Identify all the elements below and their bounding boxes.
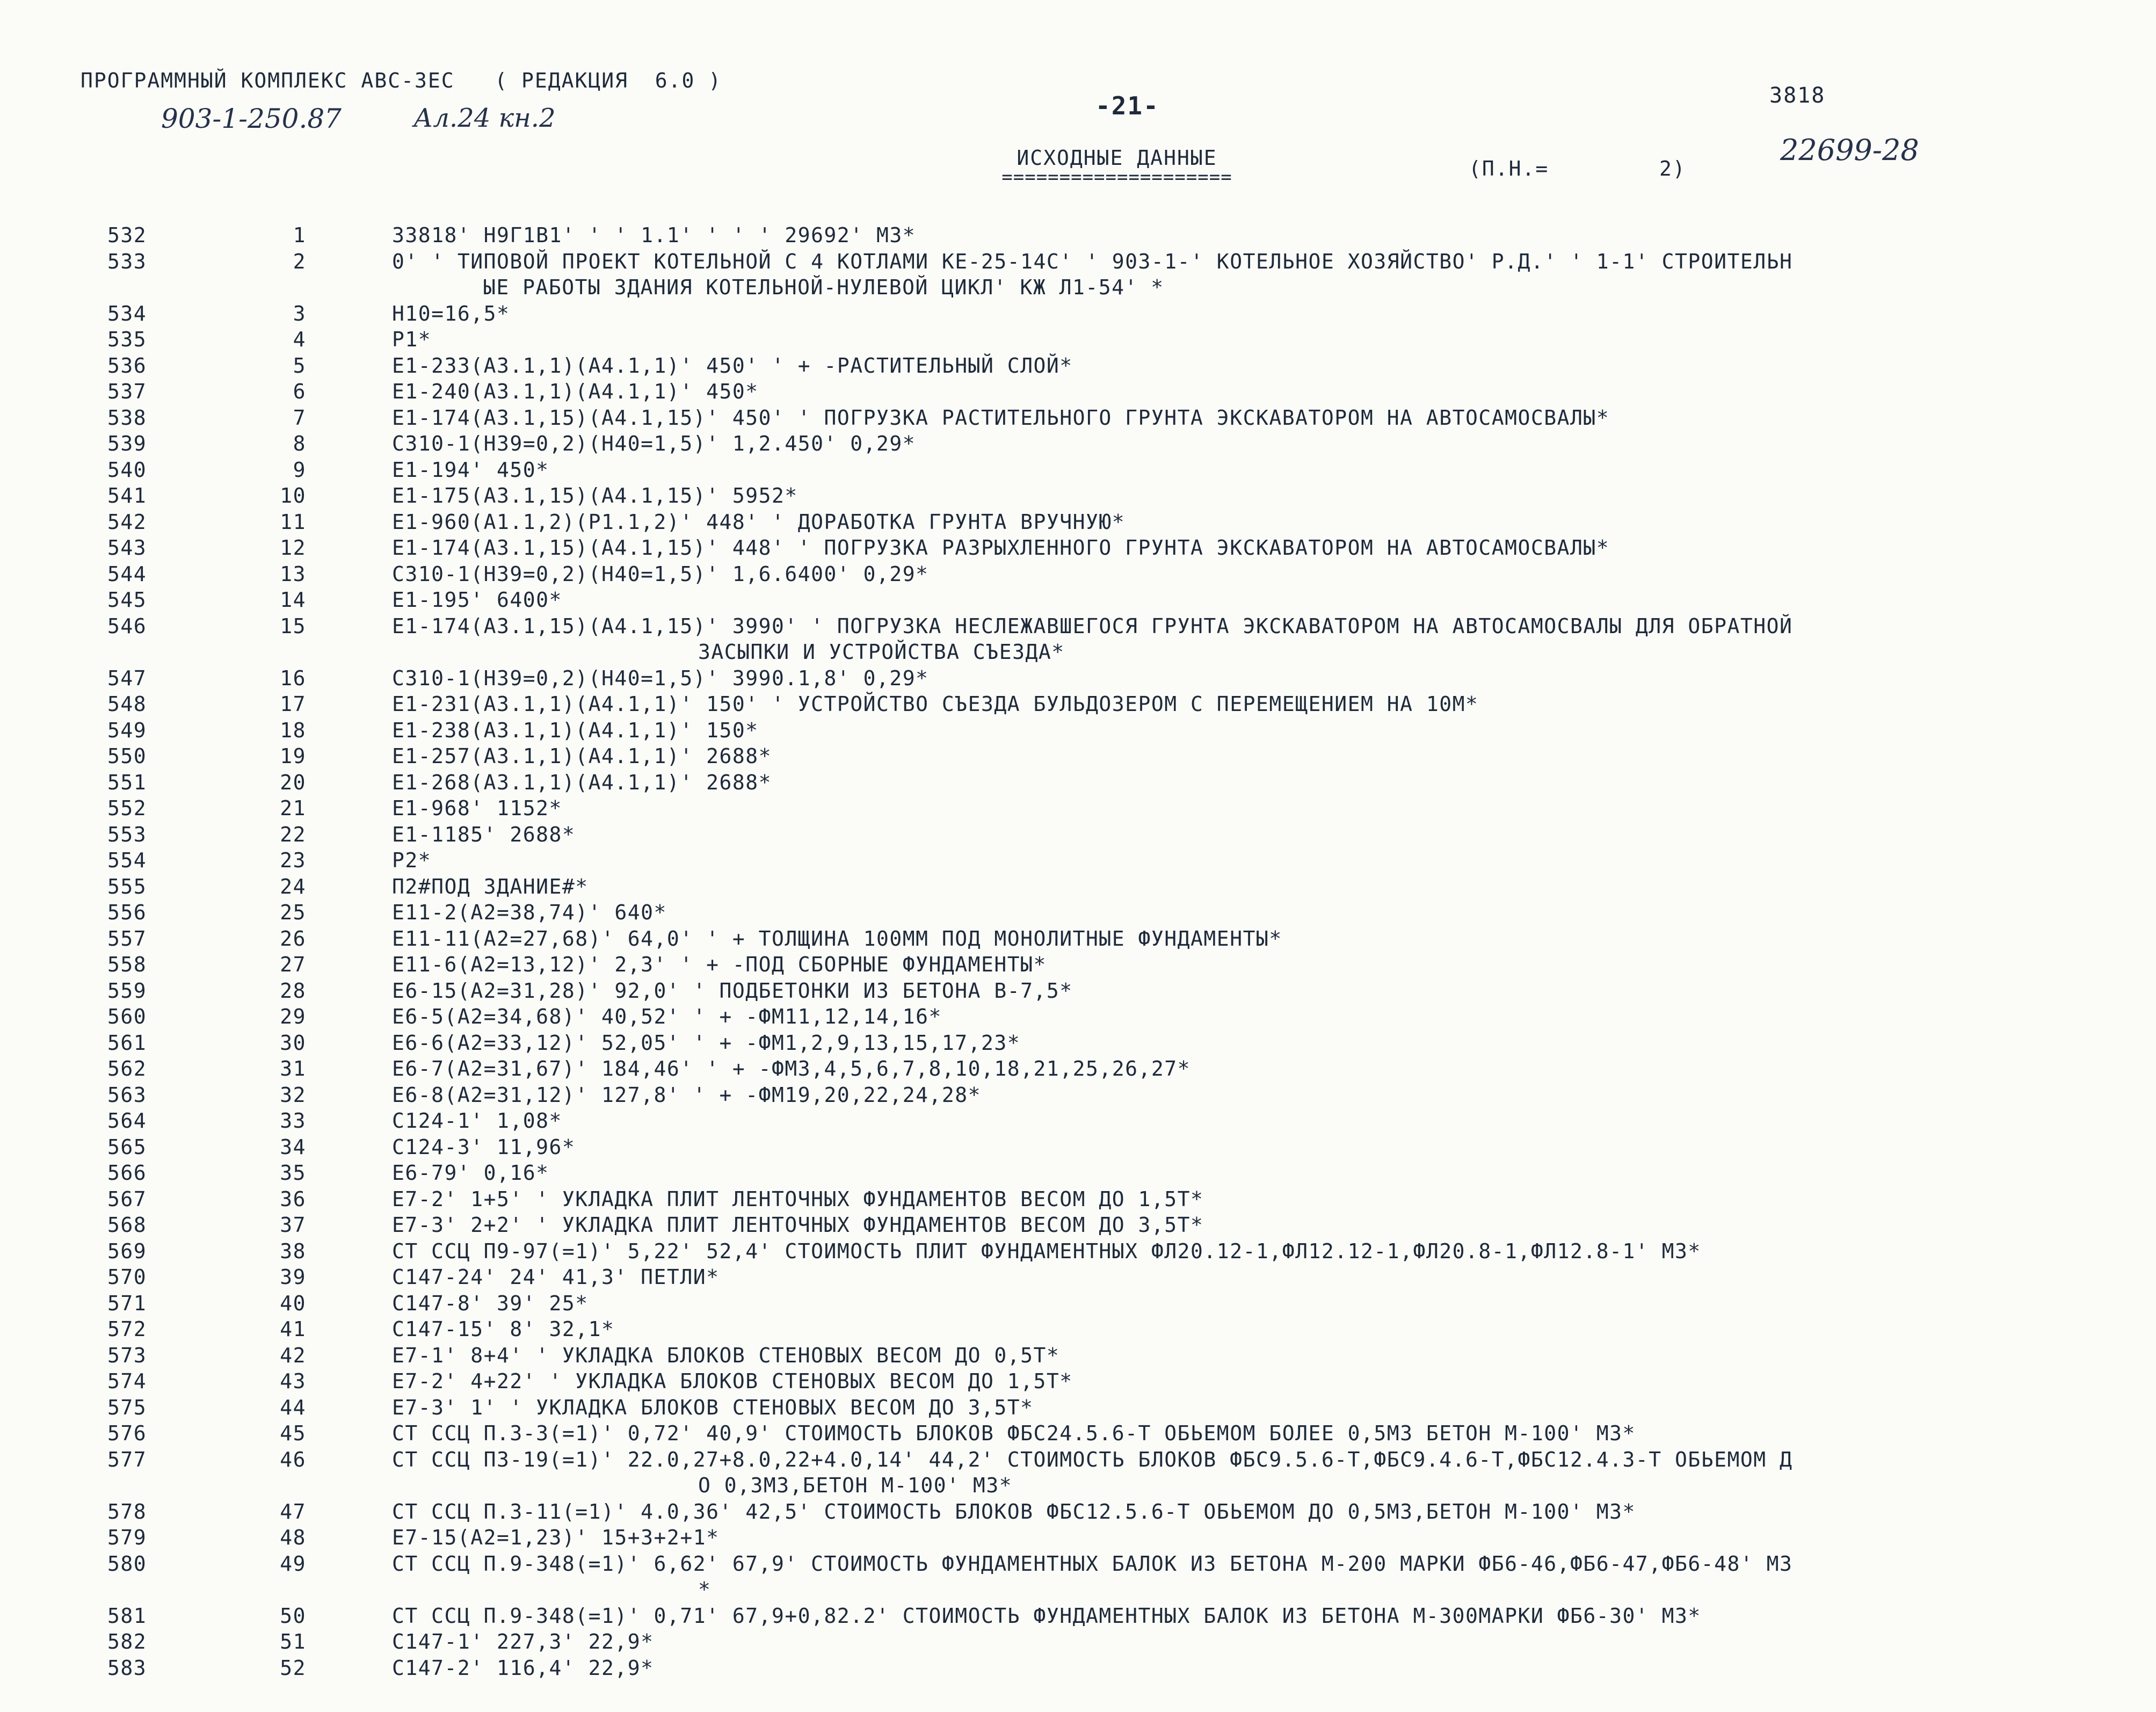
listing-row [107, 249, 2137, 275]
record-text: Е11-6(А2=13,12)' 2,3' ' + -ПОД СБОРНЫЕ ФУНДАМЕНТЫ* [392, 953, 1047, 976]
listing-row [107, 353, 2137, 379]
listing-row [107, 1056, 2137, 1082]
record-text: Е1-268(А3.1,1)(А4.1,1)' 2688* [392, 770, 772, 794]
record-number: 20 [280, 770, 306, 794]
record-text: Е1-194' 450* [392, 458, 549, 482]
listing-row [107, 1186, 2137, 1213]
listing-row [107, 1238, 2137, 1265]
record-text: Е1-960(А1.1,2)(Р1.1,2)' 448' ' ДОРАБОТКА ГРУНТА ВРУЧНУЮ* [392, 510, 1126, 534]
listing-row [107, 795, 2137, 822]
record-number: 37 [280, 1213, 306, 1237]
line-number: 543 [107, 536, 147, 560]
record-text: ЗАСЫПКИ И УСТРОЙСТВА СЪЕЗДА* [698, 640, 1065, 664]
record-number: 40 [280, 1291, 306, 1315]
handwritten-project-code: 903-1-250.87 [161, 103, 342, 134]
record-number: 25 [280, 901, 306, 924]
line-number: 546 [107, 614, 147, 638]
record-text: СТ ССЦ П.3-3(=1)' 0,72' 40,9' СТОИМОСТЬ БЛОКОВ ФБС24.5.6-Т ОБЬЕМОМ БОЛЕЕ 0,5М3 БЕТОН М-100' М3* [392, 1421, 1636, 1445]
record-number: 29 [280, 1005, 306, 1028]
line-number: 562 [107, 1057, 147, 1080]
line-number: 579 [107, 1526, 147, 1549]
listing-row [107, 1264, 2137, 1290]
record-number: 28 [280, 978, 306, 1003]
record-text: Е6-8(А2=31,12)' 127,8' ' + -ФМ19,20,22,24,28* [392, 1083, 982, 1107]
record-text: Е7-3' 1' ' УКЛАДКА БЛОКОВ СТЕНОВЫХ ВЕСОМ ДО 3,5Т* [392, 1395, 1034, 1419]
listing-row [107, 743, 2137, 770]
record-text: СТ ССЦ П3-19(=1)' 22.0,27+8.0,22+4.0,14' 44,2' СТОИМОСТЬ БЛОКОВ ФБС9.5.6-Т,ФБС9.4.6-Т,ФБС12.4.3-Т ОБЬЕМОМ Д [392, 1447, 1793, 1471]
line-number: 577 [107, 1447, 147, 1471]
record-number: 41 [280, 1317, 306, 1341]
record-number: 4 [293, 328, 306, 351]
listing-row [107, 1160, 2137, 1186]
page-index-value: 2) [1659, 157, 1686, 180]
record-text: С124-3' 11,96* [392, 1135, 576, 1159]
record-number: 2 [293, 249, 306, 273]
record-number: 11 [280, 510, 306, 534]
line-number: 568 [107, 1213, 147, 1237]
record-text: Е6-15(А2=31,28)' 92,0' ' ПОДБЕТОНКИ ИЗ БЕТОНА В-7,5* [392, 978, 1073, 1003]
record-text: Е1-1185' 2688* [392, 822, 576, 846]
listing-row [107, 899, 2137, 926]
record-number: 39 [280, 1265, 306, 1289]
record-text: Е6-79' 0,16* [392, 1161, 549, 1185]
line-number: 542 [107, 510, 147, 534]
record-number: 38 [280, 1239, 306, 1263]
record-text: С310-1(Н39=0,2)(Н40=1,5)' 3990.1,8' 0,29* [392, 666, 929, 690]
record-text: Р2* [392, 848, 432, 872]
line-number: 573 [107, 1343, 147, 1367]
line-number: 583 [107, 1656, 147, 1680]
record-text: * [698, 1578, 712, 1601]
record-number: 52 [280, 1656, 306, 1680]
listing-row [107, 1629, 2137, 1655]
line-number: 554 [107, 848, 147, 872]
record-number: 7 [293, 405, 306, 430]
record-number: 12 [280, 536, 306, 560]
record-text: Е11-2(А2=38,74)' 640* [392, 901, 667, 924]
listing-row [107, 1030, 2137, 1056]
line-number: 582 [107, 1630, 147, 1653]
record-number: 45 [280, 1421, 306, 1445]
line-number: 547 [107, 666, 147, 690]
listing-continuation-line [107, 274, 2137, 301]
record-text: Е11-11(А2=27,68)' 64,0' ' + ТОЛЩИНА 100ММ ПОД МОНОЛИТНЫЕ ФУНДАМЕНТЫ* [392, 926, 1282, 951]
listing-continuation-line [107, 1577, 2137, 1603]
page-number: -21- [1095, 91, 1159, 120]
record-number: 18 [280, 718, 306, 742]
listing-row [107, 1603, 2137, 1629]
line-number: 563 [107, 1083, 147, 1107]
listing-row [107, 405, 2137, 431]
line-number: 569 [107, 1239, 147, 1263]
listing-row [107, 847, 2137, 874]
record-number: 43 [280, 1369, 306, 1393]
record-number: 35 [280, 1161, 306, 1185]
program-header: ПРОГРАММНЫЙ КОМПЛЕКС АВС-3ЕС ( РЕДАКЦИЯ 6.0 ) [81, 69, 722, 92]
listing-row [107, 1290, 2137, 1317]
record-text: Е6-7(А2=31,67)' 184,46' ' + -ФМ3,4,5,6,7,8,10,18,21,25,26,27* [392, 1057, 1191, 1080]
record-text: 33818' Н9Г1В1' ' ' 1.1' ' ' ' 29692' М3* [392, 223, 916, 247]
line-number: 552 [107, 796, 147, 820]
line-number: 571 [107, 1291, 147, 1315]
record-number: 33 [280, 1109, 306, 1133]
record-number: 44 [280, 1395, 306, 1419]
listing-row [107, 1499, 2137, 1525]
page-index-label: (П.Н.= [1469, 157, 1549, 180]
record-number: 34 [280, 1135, 306, 1159]
record-text: СТ ССЦ П9-97(=1)' 5,22' 52,4' СТОИМОСТЬ ПЛИТ ФУНДАМЕНТНЫХ ФЛ20.12-1,ФЛ12.12-1,ФЛ20.8-1,ФЛ12.8-1' М3* [392, 1239, 1701, 1263]
record-text: Е1-231(А3.1,1)(А4.1,1)' 150' ' УСТРОЙСТВО СЪЕЗДА БУЛЬДОЗЕРОМ С ПЕРЕМЕЩЕНИЕМ НА 10М* [392, 692, 1479, 716]
line-number: 534 [107, 301, 147, 325]
listing-row [107, 509, 2137, 535]
record-text: Е1-257(А3.1,1)(А4.1,1)' 2688* [392, 744, 772, 768]
line-number: 556 [107, 901, 147, 924]
listing-row [107, 822, 2137, 848]
handwritten-album-note: Ал.24 кн.2 [413, 103, 556, 133]
handwritten-number: 22699-28 [1780, 133, 1919, 167]
record-number: 50 [280, 1604, 306, 1628]
line-number: 553 [107, 822, 147, 846]
record-text: Е7-2' 4+22' ' УКЛАДКА БЛОКОВ СТЕНОВЫХ ВЕСОМ ДО 1,5Т* [392, 1369, 1073, 1393]
line-number: 559 [107, 978, 147, 1003]
listing-row [107, 327, 2137, 353]
listing-row [107, 952, 2137, 978]
record-number: 31 [280, 1057, 306, 1080]
listing-row [107, 1525, 2137, 1551]
listing-row [107, 926, 2137, 952]
line-number: 561 [107, 1031, 147, 1055]
listing-row [107, 1212, 2137, 1238]
record-number: 23 [280, 848, 306, 872]
line-number: 536 [107, 353, 147, 378]
line-number: 578 [107, 1499, 147, 1524]
record-number: 27 [280, 953, 306, 976]
record-text: Е7-2' 1+5' ' УКЛАДКА ПЛИТ ЛЕНТОЧНЫХ ФУНДАМЕНТОВ ВЕСОМ ДО 1,5Т* [392, 1187, 1204, 1211]
record-number: 9 [293, 458, 306, 482]
listing-continuation-line [107, 639, 2137, 665]
record-text: П2#ПОД ЗДАНИЕ#* [392, 874, 589, 898]
line-number: 576 [107, 1421, 147, 1445]
line-number: 575 [107, 1395, 147, 1419]
record-text: С147-15' 8' 32,1* [392, 1317, 615, 1341]
record-text: Е7-15(А2=1,23)' 15+3+2+1* [392, 1526, 720, 1549]
listing-row [107, 222, 2137, 249]
line-number: 560 [107, 1005, 147, 1028]
listing-row [107, 561, 2137, 587]
record-number: 5 [293, 353, 306, 378]
record-text: СТ ССЦ П.9-348(=1)' 6,62' 67,9' СТОИМОСТЬ ФУНДАМЕНТНЫХ БАЛОК ИЗ БЕТОНА М-200 МАРКИ ФБ6-46,ФБ6-47,ФБ6-48' М3 [392, 1551, 1793, 1576]
line-number: 557 [107, 926, 147, 951]
listing-row [107, 301, 2137, 327]
listing-row [107, 587, 2137, 613]
listing-row [107, 1082, 2137, 1108]
record-number: 47 [280, 1499, 306, 1524]
line-number: 567 [107, 1187, 147, 1211]
record-text: Е1-174(А3.1,15)(А4.1,15)' 3990' ' ПОГРУЗКА НЕСЛЕЖАВШЕГОСЯ ГРУНТА ЭКСКАВАТОРОМ НА АВТОСАМОСВАЛЫ ДЛЯ ОБРАТНОЙ [392, 614, 1793, 638]
line-number: 535 [107, 328, 147, 351]
line-number: 580 [107, 1551, 147, 1576]
record-number: 3 [293, 301, 306, 325]
record-text: Е1-175(А3.1,15)(А4.1,15)' 5952* [392, 484, 798, 507]
listing-row [107, 1004, 2137, 1030]
section-underline: ==================== [1001, 166, 1232, 188]
line-number: 544 [107, 562, 147, 586]
listing-row [107, 691, 2137, 717]
record-text: Е1-968' 1152* [392, 796, 562, 820]
record-text: Е1-238(А3.1,1)(А4.1,1)' 150* [392, 718, 759, 742]
record-text: 0' ' ТИПОВОЙ ПРОЕКТ КОТЕЛЬНОЙ С 4 КОТЛАМИ КЕ-25-14С' ' 903-1-' КОТЕЛЬНОЕ ХОЗЯЙСТВО' Р.Д.' ' 1-1' СТРОИТЕЛЬН [392, 249, 1793, 273]
record-text: Е1-233(А3.1,1)(А4.1,1)' 450' ' + -РАСТИТЕЛЬНЫЙ СЛОЙ* [392, 353, 1073, 378]
listing-row [107, 978, 2137, 1004]
record-number: 1 [293, 223, 306, 247]
record-number: 24 [280, 874, 306, 898]
record-number: 10 [280, 484, 306, 507]
record-text: Е1-195' 6400* [392, 588, 562, 612]
record-text: С124-1' 1,08* [392, 1109, 562, 1133]
line-number: 540 [107, 458, 147, 482]
record-number: 17 [280, 692, 306, 716]
record-text: Е1-174(А3.1,15)(А4.1,15)' 448' ' ПОГРУЗКА РАЗРЫХЛЕННОГО ГРУНТА ЭКСКАВАТОРОМ НА АВТОСАМОСВАЛЫ* [392, 536, 1610, 560]
listing-row [107, 1655, 2137, 1681]
record-number: 6 [293, 380, 306, 403]
record-number: 46 [280, 1447, 306, 1471]
line-number: 574 [107, 1369, 147, 1393]
record-text: С147-24' 24' 41,3' ПЕТЛИ* [392, 1265, 720, 1289]
record-text: С310-1(Н39=0,2)(Н40=1,5)' 1,6.6400' 0,29* [392, 562, 929, 586]
line-number: 533 [107, 249, 147, 273]
record-number: 19 [280, 744, 306, 768]
line-number: 532 [107, 223, 147, 247]
record-number: 48 [280, 1526, 306, 1549]
line-number: 558 [107, 953, 147, 976]
line-number: 555 [107, 874, 147, 898]
line-number: 538 [107, 405, 147, 430]
record-number: 13 [280, 562, 306, 586]
record-number: 16 [280, 666, 306, 690]
record-text: О 0,3М3,БЕТОН М-100' М3* [698, 1474, 1013, 1497]
listing-row [107, 1316, 2137, 1343]
line-number: 564 [107, 1109, 147, 1133]
record-text: С147-2' 116,4' 22,9* [392, 1656, 654, 1680]
line-number: 551 [107, 770, 147, 794]
listing-row [107, 874, 2137, 900]
listing-row [107, 535, 2137, 561]
record-text: Р1* [392, 328, 432, 351]
listing-row [107, 457, 2137, 483]
line-number: 572 [107, 1317, 147, 1341]
record-text: Е7-3' 2+2' ' УКЛАДКА ПЛИТ ЛЕНТОЧНЫХ ФУНДАМЕНТОВ ВЕСОМ ДО 3,5Т* [392, 1213, 1204, 1237]
listing-row [107, 483, 2137, 509]
listing-row [107, 770, 2137, 796]
record-number: 30 [280, 1031, 306, 1055]
record-number: 22 [280, 822, 306, 846]
record-text: Е7-1' 8+4' ' УКЛАДКА БЛОКОВ СТЕНОВЫХ ВЕСОМ ДО 0,5Т* [392, 1343, 1060, 1367]
line-number: 537 [107, 380, 147, 403]
line-number: 581 [107, 1604, 147, 1628]
record-number: 14 [280, 588, 306, 612]
listing-row [107, 1447, 2137, 1473]
record-text: Е1-240(А3.1,1)(А4.1,1)' 450* [392, 380, 759, 403]
record-text: Н10=16,5* [392, 301, 510, 325]
line-number: 550 [107, 744, 147, 768]
record-number: 26 [280, 926, 306, 951]
listing-row [107, 1551, 2137, 1577]
record-text: Е6-6(А2=33,12)' 52,05' ' + -ФМ1,2,9,13,15,17,23* [392, 1031, 1021, 1055]
document-code: 3818 [1769, 83, 1826, 108]
section-title: ИСХОДНЫЕ ДАННЫЕ [1017, 146, 1217, 170]
line-number: 565 [107, 1135, 147, 1159]
record-number: 36 [280, 1187, 306, 1211]
listing-row [107, 665, 2137, 692]
listing-row [107, 1420, 2137, 1447]
line-number: 566 [107, 1161, 147, 1185]
listing-row [107, 1343, 2137, 1369]
line-number: 545 [107, 588, 147, 612]
line-number: 539 [107, 432, 147, 455]
listing-row [107, 431, 2137, 457]
record-number: 51 [280, 1630, 306, 1653]
listing-continuation-line [107, 1472, 2137, 1499]
record-number: 8 [293, 432, 306, 455]
listing-row [107, 1134, 2137, 1160]
record-number: 15 [280, 614, 306, 638]
line-number: 548 [107, 692, 147, 716]
record-text: С147-1' 227,3' 22,9* [392, 1630, 654, 1653]
listing-row [107, 1368, 2137, 1395]
listing-row [107, 1395, 2137, 1421]
record-text: ЫЕ РАБОТЫ ЗДАНИЯ КОТЕЛЬНОЙ-НУЛЕВОЙ ЦИКЛ' КЖ Л1-54' * [483, 275, 1164, 299]
record-text: С147-8' 39' 25* [392, 1291, 589, 1315]
listing-row [107, 1108, 2137, 1134]
record-text: Е1-174(А3.1,15)(А4.1,15)' 450' ' ПОГРУЗКА РАСТИТЕЛЬНОГО ГРУНТА ЭКСКАВАТОРОМ НА АВТОСАМОСВАЛЫ* [392, 405, 1610, 430]
line-number: 549 [107, 718, 147, 742]
input-data-listing [107, 222, 2137, 1681]
record-number: 42 [280, 1343, 306, 1367]
record-number: 21 [280, 796, 306, 820]
record-text: СТ ССЦ П.3-11(=1)' 4.0,36' 42,5' СТОИМОСТЬ БЛОКОВ ФБС12.5.6-Т ОБЬЕМОМ ДО 0,5М3,БЕТОН М-100' М3* [392, 1499, 1636, 1524]
record-text: СТ ССЦ П.9-348(=1)' 0,71' 67,9+0,82.2' СТОИМОСТЬ ФУНДАМЕНТНЫХ БАЛОК ИЗ БЕТОНА М-300МАРКИ ФБ6-30' М3* [392, 1604, 1701, 1628]
record-text: Е6-5(А2=34,68)' 40,52' ' + -ФМ11,12,14,16* [392, 1005, 942, 1028]
line-number: 541 [107, 484, 147, 507]
listing-row [107, 613, 2137, 640]
record-number: 32 [280, 1083, 306, 1107]
section-heading [913, 146, 1321, 188]
listing-row [107, 717, 2137, 744]
record-number: 49 [280, 1551, 306, 1576]
listing-row [107, 379, 2137, 405]
line-number: 570 [107, 1265, 147, 1289]
record-text: С310-1(Н39=0,2)(Н40=1,5)' 1,2.450' 0,29* [392, 432, 916, 455]
